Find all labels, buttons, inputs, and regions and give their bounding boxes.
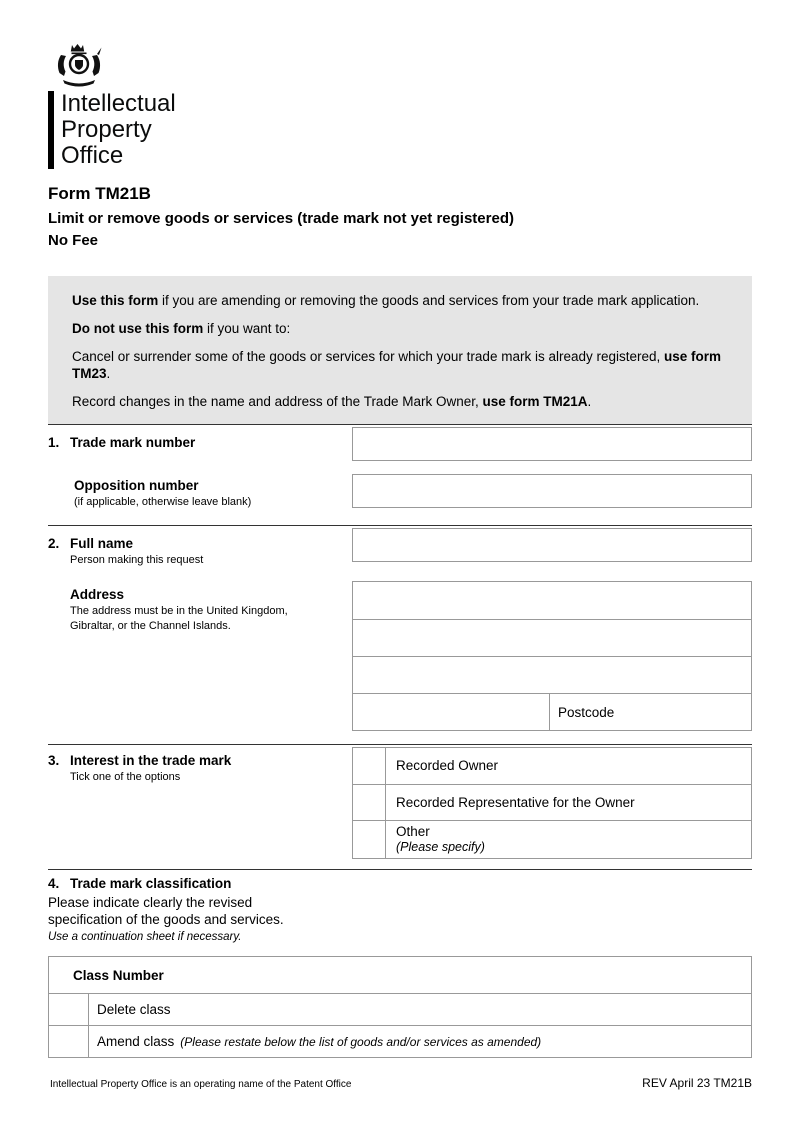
form-subtitle: Limit or remove goods or services (trade mark not yet registered) — [48, 210, 514, 227]
address-table — [352, 581, 752, 731]
classification-label: Trade mark classification — [70, 876, 232, 891]
other-note: (Please specify) — [396, 840, 485, 854]
logo-bar — [48, 91, 54, 169]
recorded-representative-checkbox[interactable] — [353, 785, 386, 820]
address-line-3-row — [353, 656, 751, 693]
section-trade-mark-number — [48, 424, 752, 525]
class-number-header: Class Number — [73, 967, 164, 983]
postcode-input[interactable] — [614, 694, 751, 730]
section-full-name-address — [48, 525, 752, 745]
notice-line-4 — [72, 393, 728, 410]
form-number-title: Form TM21B — [48, 184, 151, 203]
full-name-input[interactable] — [352, 528, 752, 562]
address-line-1-row — [353, 582, 751, 619]
notice-line-3-bold: use form TM23 — [72, 349, 722, 381]
logo-line-2: Property — [61, 116, 152, 143]
ipo-logo — [48, 42, 752, 169]
full-name-label: Full name — [70, 535, 134, 551]
amend-class-checkbox[interactable] — [49, 1026, 89, 1057]
address-line-2-row — [353, 619, 751, 656]
notice-line-4-text: Record changes in the name and address of the Trade Mark Owner, — [72, 394, 483, 409]
opposition-number-input[interactable] — [352, 474, 752, 508]
footer-operating-name: Intellectual Property Office is an operating name of the Patent Office — [50, 1079, 352, 1090]
delete-class-label: Delete class — [97, 1002, 171, 1017]
recorded-owner-checkbox[interactable] — [353, 748, 386, 784]
notice-line-3-tail: . — [106, 366, 111, 381]
section-1-number: 1. — [48, 435, 60, 450]
postcode-label: Postcode — [558, 704, 615, 720]
interest-label: Interest in the trade mark — [70, 753, 232, 768]
interest-note: Tick one of the options — [70, 771, 181, 783]
address-label: Address — [70, 587, 125, 602]
address-note-line-1: The address must be in the United Kingdom, — [70, 605, 288, 617]
notice-line-1-text: if you are amending or removing the goods and services from your trade mark application. — [158, 293, 700, 308]
notice-line-4-tail: . — [587, 394, 592, 409]
option-row-recorded-owner — [353, 748, 751, 784]
trade-mark-number-label: Trade mark number — [70, 435, 196, 450]
address-postcode-row — [353, 693, 751, 730]
section-trade-mark-classification — [48, 869, 752, 1058]
section-interest-in-trade-mark — [48, 744, 752, 869]
notice-line-3-text: Cancel or surrender some of the goods or services for which your trade mark is already registered, — [72, 349, 665, 364]
address-line-4-input[interactable] — [353, 694, 549, 730]
opposition-number-label: Opposition number — [74, 478, 199, 493]
notice-line-1 — [72, 292, 728, 309]
notice-line-4-bold: use form TM21A — [482, 394, 588, 409]
option-row-other — [353, 820, 751, 858]
notice-line-2-text: if you want to: — [203, 321, 291, 336]
form-title-block — [48, 184, 752, 249]
option-row-recorded-representative — [353, 784, 751, 820]
logo-line-3: Office — [61, 142, 124, 169]
full-name-note: Person making this request — [70, 553, 204, 566]
logo-line-1: Intellectual — [61, 90, 176, 117]
delete-class-row — [49, 993, 751, 1025]
other-checkbox[interactable] — [353, 821, 386, 858]
opposition-number-note: (if applicable, otherwise leave blank) — [74, 496, 252, 508]
section-3-number: 3. — [48, 753, 60, 768]
notice-line-3 — [72, 348, 728, 382]
form-page — [48, 0, 752, 1058]
amend-class-row — [49, 1025, 751, 1057]
amend-class-note: (Please restate below the list of goods and/or services as amended) — [180, 1035, 542, 1049]
notice-line-1-bold: Use this form — [72, 293, 159, 308]
classification-desc-line-1: Please indicate clearly the revised — [48, 895, 253, 910]
address-line-4-cell — [353, 694, 550, 730]
amend-class-label: Amend class — [97, 1034, 175, 1049]
address-note-line-2: Gibraltar, or the Channel Islands. — [70, 619, 231, 632]
section-4-number: 4. — [48, 876, 60, 891]
section-2-number: 2. — [48, 535, 60, 551]
postcode-cell — [550, 694, 751, 730]
other-label: Other — [396, 824, 430, 839]
notice-line-2-bold: Do not use this form — [72, 321, 204, 336]
page-footer — [50, 1076, 752, 1090]
classification-desc-line-2: specification of the goods and services. — [48, 911, 284, 927]
usage-notice-box — [48, 276, 752, 424]
footer-revision: REV April 23 TM21B — [642, 1076, 752, 1090]
royal-crest-icon — [53, 42, 105, 88]
logo-wordmark — [61, 91, 176, 169]
classification-table — [48, 956, 752, 1058]
trade-mark-number-input[interactable] — [352, 427, 752, 461]
address-line-3-input[interactable] — [353, 657, 751, 693]
continuation-sheet-note: Use a continuation sheet if necessary. — [48, 931, 242, 943]
address-line-1-input[interactable] — [353, 582, 751, 619]
recorded-owner-label: Recorded Owner — [396, 758, 499, 773]
recorded-representative-label: Recorded Representative for the Owner — [396, 794, 635, 810]
delete-class-checkbox[interactable] — [49, 994, 89, 1025]
notice-line-2 — [72, 320, 728, 337]
interest-options-table — [352, 747, 752, 859]
address-line-2-input[interactable] — [353, 620, 751, 656]
form-fee: No Fee — [48, 232, 99, 249]
